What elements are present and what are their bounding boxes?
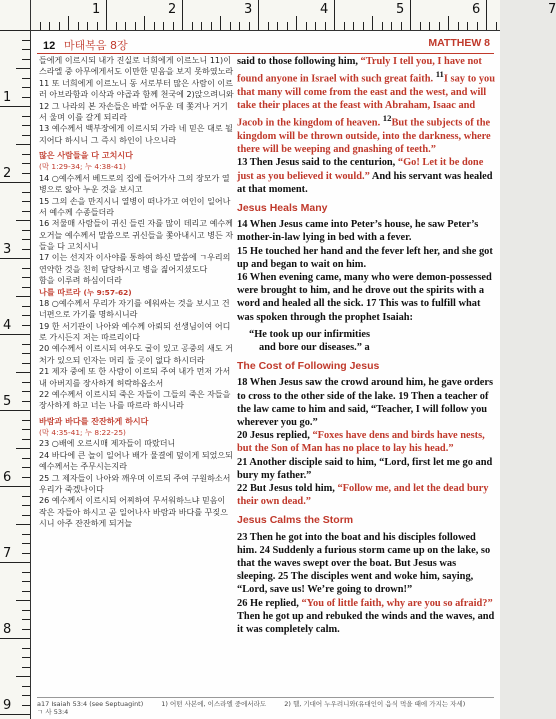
ruler-tick [22,581,30,582]
ruler-tick [182,0,183,30]
ruler-tick [16,220,30,221]
ruler-tick [296,16,297,30]
ruler-label: 3 [244,2,253,17]
english-verse [237,55,495,156]
ruler-tick [211,22,212,30]
ruler-tick [22,667,30,668]
footnote: ㄱ 사 53:4 [37,708,69,716]
ruler-tick [496,22,497,30]
heading-text: 나를 따르라 [39,287,81,297]
ruler-tick [144,16,145,30]
header-divider [37,53,494,54]
words-of-jesus: But the subjects of the kingdom will be thrown outside, into the darkness, where there will be weeping and gnashing of teeth.” [237,117,491,156]
ruler-tick [16,524,30,525]
english-verse: 15 He touched her hand and the fever left her, and she got up and began to wait on him. [237,245,493,270]
korean-verse: 들에게 이르시되 내가 진실로 너희에게 이르노니 11)이스라엘 중 아무에게서도 이만한 믿음을 보지 못하였노라 [39,56,234,77]
ruler-tick [154,22,155,30]
ruler-tick [315,22,316,30]
korean-verse: 17 이는 선지자 이사야를 통하여 하신 말씀에 ㄱ우리의 연약한 것을 친히 담당하시고 병을 짊어지셨도다 [39,253,231,274]
ruler-tick [410,0,411,30]
ruler-tick [22,382,30,383]
ruler-tick [22,591,30,592]
ruler-tick [429,22,430,30]
ruler-tick [116,22,117,30]
ruler-tick [22,125,30,126]
ruler-tick [22,629,30,630]
ruler-tick [16,144,30,145]
top-ruler [0,0,556,31]
ruler-tick [22,429,30,430]
ruler-tick [22,705,30,706]
ruler-tick [22,211,30,212]
ruler-tick [22,363,30,364]
bible-page [31,31,500,719]
ruler-tick [22,572,30,573]
narration: And his servant was healed at that moment. [237,170,493,195]
english-verse: 16 When evening came, many who were demon-possessed were brought to him, and he drove out the spirits with a word and healed all the sick. 17 This was to fulfill what was spoken through the prophet Isaiah: [237,271,492,323]
footnote: 2) 헬, 기대어 누우려니와(유대인이 음식 먹을 때에 가지는 자세) [284,700,466,708]
ruler-tick [401,22,402,30]
korean-verse: 11 또 너희에게 이르노니 동 서로부터 많은 사람이 이르러 아브라함과 이삭과 야곱과 함께 천국에 2)앉으려니와 [39,78,234,100]
ruler-tick [344,22,345,30]
english-section-heading: The Cost of Following Jesus [237,360,380,373]
korean-verse: 23 ○배에 오르시매 제자들이 따랐더니 [39,439,176,449]
ruler-tick [486,0,487,30]
korean-verse: 25 그 제자들이 나아와 깨우며 이르되 주여 구원하소서 우리가 죽겠나이다 [39,473,231,494]
narration: said to those following him, [237,56,361,67]
ruler-tick [22,230,30,231]
words-of-jesus: I say to you that many will come from the east and the west, and will take their places at the feast with Abraham, Isaac and Jacob in the kingdom of heaven. [237,73,495,129]
ruler-tick [0,106,30,107]
ruler-tick [22,173,30,174]
ruler-tick [334,0,335,30]
ruler-tick [391,22,392,30]
english-verse [237,482,495,508]
words-of-jesus: “Foxes have dens and birds have nests, but the Son of Man has no place to lay his head.” [237,430,485,455]
ruler-tick [0,714,30,715]
words-of-jesus: “Go! Let it be done just as you believed it would.” [237,157,484,182]
ruler-tick [22,78,30,79]
left-ruler [0,0,31,719]
ruler-tick [325,22,326,30]
ruler-tick [125,22,126,30]
ruler-tick [16,676,30,677]
ruler-tick [106,0,107,30]
ruler-tick [22,306,30,307]
narration: 13 Then Jesus said to the centurion, [237,157,398,169]
ruler-tick [0,182,30,183]
words-of-jesus: “You of little faith, why are you so afraid?” [301,597,493,609]
korean-cross-reference: (막 1:29-34; 누 4:38-41) [39,162,126,172]
korean-cross-reference: (누 9:57-62) [83,287,132,297]
english-book-title: MATTHEW 8 [428,37,490,49]
scripture-quotation: “He took up our infirmities [249,328,371,340]
ruler-tick [22,135,30,136]
ruler-tick [268,22,269,30]
korean-verse: 24 바다에 큰 놀이 일어나 배가 물결에 덮이게 되었으되 예수께서는 주무시는지라 [39,450,233,472]
ruler-tick [22,543,30,544]
narration: 26 He replied, [237,597,302,609]
ruler-tick [22,657,30,658]
ruler-tick [439,22,440,30]
ruler-tick [16,68,30,69]
ruler-label: 7 [3,546,12,561]
ruler-label: 1 [92,2,101,17]
ruler-tick [22,458,30,459]
ruler-tick [258,0,259,30]
korean-verse: 16 저물매 사람들이 귀신 들린 자를 많이 데리고 예수께 오거늘 예수께서 말씀으로 귀신들을 쫓아내시고 병든 자들을 다 고치시니 [39,219,234,251]
ruler-tick [22,648,30,649]
english-verse [237,597,495,637]
ruler-tick [230,22,231,30]
narration: 22 But Jesus told him, [237,483,338,495]
ruler-tick [22,201,30,202]
ruler-tick [78,22,79,30]
ruler-tick [40,22,41,30]
ruler-tick [0,410,30,411]
ruler-tick [448,16,449,30]
korean-cross-reference: (막 4:35-41; 누 8:22-25) [39,428,126,437]
page-number: 12 [43,40,56,52]
ruler-tick [22,686,30,687]
ruler-tick [16,448,30,449]
korean-verse: 15 그의 손을 만지시니 열병이 떠나가고 여인이 일어나서 예수께 수종들더라 [39,196,231,217]
ruler-tick [22,439,30,440]
ruler-tick [22,420,30,421]
korean-verse: 12 그 나라의 본 자손들은 바깥 어두운 데 쫓겨나 거기서 울며 이를 갈게 되리라 [39,101,228,122]
ruler-label: 5 [396,2,405,17]
korean-section-heading: 바람과 바다를 잔잔하게 하시다 [39,416,149,426]
ruler-label: 4 [320,2,329,17]
narration: Then he got up and rebuked the winds and the waves, and it was completely calm. [237,610,495,636]
scripture-quotation: and bore our diseases.” a [259,342,370,353]
ruler-tick [59,22,60,30]
ruler-tick [22,97,30,98]
ruler-tick [22,277,30,278]
korean-verse: 함을 이루려 하심이더라 [39,276,122,286]
ruler-tick [0,486,30,487]
ruler-tick [239,22,240,30]
ruler-tick [16,372,30,373]
ruler-tick [87,22,88,30]
footnote: 1) 어떤 사본에, 이스라엘 중에서라도 [161,700,267,708]
ruler-tick [22,553,30,554]
ruler-tick [135,22,136,30]
ruler-tick [22,391,30,392]
ruler-tick [382,22,383,30]
ruler-label: 1 [3,90,12,105]
narration: 20 Jesus replied, [237,430,313,442]
korean-column [39,55,234,529]
korean-section-heading: 많은 사람들을 다 고치시다 [39,151,133,160]
korean-book-title: 마태복음 8장 [64,39,128,52]
ruler-tick [0,334,30,335]
verse-number: 11 [435,69,444,80]
ruler-tick [458,22,459,30]
footnote: a17 Isaiah 53:4 (see Septuagint) [37,700,144,708]
ruler-tick [16,296,30,297]
ruler-tick [192,22,193,30]
korean-verse: 19 한 서기관이 나아와 예수께 아뢰되 선생님이여 어디로 가시든지 저는 따르리이다 [39,321,231,342]
ruler-tick [22,239,30,240]
verse-number: 12 [382,113,392,124]
english-verse [237,156,495,196]
korean-verse: 14 ○예수께서 베드로의 집에 들어가사 그의 장모가 열병으로 앓아 누운 것을 보시고 [39,173,230,195]
ruler-tick [420,22,421,30]
footnote-line [37,700,494,708]
ruler-label: 6 [472,2,481,17]
ruler-tick [201,22,202,30]
ruler-tick [22,116,30,117]
ruler-tick [68,16,69,30]
ruler-tick [22,619,30,620]
ruler-tick [22,695,30,696]
ruler-tick [22,287,30,288]
ruler-tick [277,22,278,30]
ruler-label: 9 [3,698,12,713]
ruler-tick [22,515,30,516]
ruler-tick [0,638,30,639]
english-verse: 18 When Jesus saw the crowd around him, he gave orders to cross to the other side of the lake. 19 Then a teacher of the law came to him and said, “Teacher, I will follow you wherever you go.” [237,377,494,429]
ruler-tick [22,496,30,497]
english-verse: 14 When Jesus came into Peter’s house, he saw Peter’s mother-in-law lying in bed with a fever. [237,219,479,244]
ruler-label: 7 [548,2,556,17]
korean-verse: 26 예수께서 이르시되 어찌하여 무서워하느냐 믿음이 작은 자들아 하시고 곧 일어나사 바람과 바다를 꾸짖으시니 아주 잔잔하게 되거늘 [39,496,228,528]
ruler-tick [49,22,50,30]
english-verse: 21 Another disciple said to him, “Lord, first let me go and bury my father.” [237,456,493,481]
ruler-tick [22,268,30,269]
words-of-jesus: “Follow me, and let the dead bury their own dead.” [237,483,489,508]
ruler-tick [22,325,30,326]
ruler-tick [0,258,30,259]
ruler-tick [467,22,468,30]
korean-verse: 13 예수께서 백부장에게 이르시되 가라 네 믿은 대로 될지어다 하시니 그 즉시 하인이 나으니라 [39,124,233,145]
ruler-tick [22,192,30,193]
ruler-tick [163,22,164,30]
korean-verse: 22 예수께서 이르시되 죽은 자들이 그들의 죽은 자들을 장사하게 하고 너는 나를 따르라 하시니라 [39,389,231,411]
ruler-tick [287,22,288,30]
korean-verse: 18 ○예수께서 무리가 자기를 에워싸는 것을 보시고 건너편으로 가기를 명하시니라 [39,298,230,320]
ruler-tick [22,154,30,155]
ruler-label: 6 [3,470,12,485]
ruler-label: 4 [3,318,12,333]
ruler-tick [353,22,354,30]
english-verse: 23 Then he got into the boat and his disciples followed him. 24 Suddenly a furious storm came up on the lake, so that the waves swept over the boat. But Jesus was sleeping. 25 The disciples went and woke him, saying, “Lord, save us! We’re going to drown!” [237,531,491,596]
ruler-tick [22,163,30,164]
korean-verse: 21 제자 중에 또 한 사람이 이르되 주여 내가 먼저 가서 내 아버지를 장사하게 허락하옵소서 [39,367,231,388]
footnotes [37,697,494,716]
ruler-tick [22,344,30,345]
ruler-tick [372,16,373,30]
ruler-tick [22,249,30,250]
korean-section-heading [39,287,234,298]
ruler-tick [22,477,30,478]
ruler-tick [22,59,30,60]
ruler-tick [22,49,30,50]
ruler-label: 2 [3,166,12,181]
ruler-tick [306,22,307,30]
english-section-heading: Jesus Calms the Storm [237,514,354,527]
ruler-tick [22,467,30,468]
ruler-label: 5 [3,394,12,409]
ruler-tick [363,22,364,30]
ruler-tick [22,401,30,402]
words-of-jesus: “Truly I tell you, I have not found anyone in Israel with such great faith. [237,56,482,85]
ruler-tick [22,534,30,535]
ruler-tick [22,87,30,88]
ruler-label: 2 [168,2,177,17]
ruler-tick [477,22,478,30]
ruler-tick [0,30,30,31]
page-header-left [43,37,128,53]
ruler-tick [22,353,30,354]
ruler-tick [97,22,98,30]
ruler-tick [220,16,221,30]
ruler-tick [16,600,30,601]
ruler-tick [249,22,250,30]
ruler-tick [22,315,30,316]
ruler-tick [22,505,30,506]
ruler-label: 8 [3,622,12,637]
ruler-tick [22,610,30,611]
ruler-tick [173,22,174,30]
ruler-tick [22,40,30,41]
english-verse [237,429,495,455]
ruler-label: 3 [3,242,12,257]
ruler-tick [0,562,30,563]
english-section-heading: Jesus Heals Many [237,201,328,214]
english-column [237,55,495,636]
korean-verse: 20 예수께서 이르시되 여우도 굴이 있고 공중의 새도 거처가 있으되 인자는 머리 둘 곳이 없다 하시더라 [39,344,233,365]
